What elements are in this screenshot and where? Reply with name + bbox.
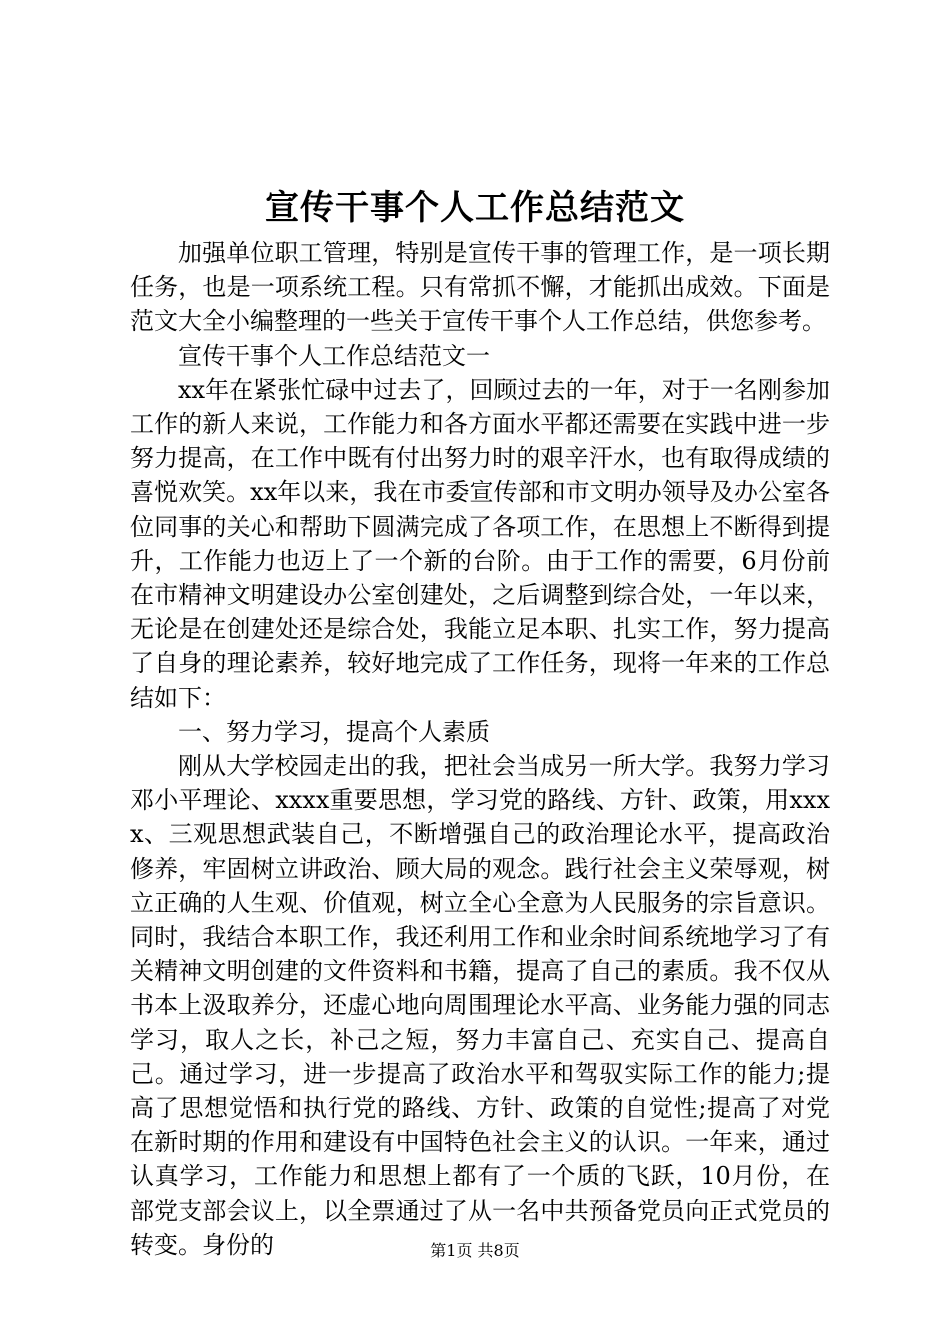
body-paragraph: xx年在紧张忙碌中过去了，回顾过去的一年，对于一名刚参加工作的新人来说，工作能力和各方面水平都还需要在实践中进一步努力提高，在工作中既有付出努力时的艰辛汗水，也有取得成绩的喜悦欢笑。xx年以来，我在市委宣传部和市文明办领导及办公室各位同事的关心和帮助下圆满完成了各项工作，在思想上不断得到提升，工作能力也迈上了一个新的台阶。由于工作的需要，6月份前在市精神文明建设办公室创建处，之后调整到综合处，一年以来，无论是在创建处还是综合处，我能立足本职、扎实工作，努力提高了自身的理论素养，较好地完成了工作任务，现将一年来的工作总结如下： bbox=[130, 375, 830, 712]
body-paragraph: 刚从大学校园走出的我，把社会当成另一所大学。我努力学习邓小平理论、xxxx重要思想，学习党的路线、方针、政策，用xxxx、三观思想武装自己，不断增强自己的政治理论水平，提高政治修养，牢固树立讲政治、顾大局的观念。践行社会主义荣辱观，树立正确的人生观、价值观，树立全心全意为人民服务的宗旨意识。同时，我结合本职工作，我还利用工作和业余时间系统地学习了有关精神文明创建的文件资料和书籍，提高了自己的素质。我不仅从书本上汲取养分，还虚心地向周围理论水平高、业务能力强的同志学习，取人之长，补己之短，努力丰富自己、充实自己、提高自己。通过学习，进一步提高了政治水平和驾驭实际工作的能力;提高了思想觉悟和执行党的路线、方针、政策的自觉性;提高了对党在新时期的作用和建设有中国特色社会主义的认识。一年来，通过认真学习，工作能力和思想上都有了一个质的飞跃，10月份，在部党支部会议上，以全票通过了从一名中共预备党员向正式党员的转变。身份的 bbox=[130, 752, 830, 1259]
intro-paragraph: 加强单位职工管理，特别是宣传干事的管理工作，是一项长期任务，也是一项系统工程。只有常抓不懈，才能抓出成效。下面是范文大全小编整理的一些关于宣传干事个人工作总结，供您参考。 bbox=[130, 239, 830, 336]
subsection-heading: 一、努力学习，提高个人素质 bbox=[178, 717, 490, 746]
document-title: 宣传干事个人工作总结范文 bbox=[265, 188, 685, 228]
section-heading: 宣传干事个人工作总结范文一 bbox=[178, 341, 490, 370]
page-footer: 第1页 共8页 bbox=[430, 1241, 520, 1260]
document-body bbox=[130, 236, 830, 1262]
